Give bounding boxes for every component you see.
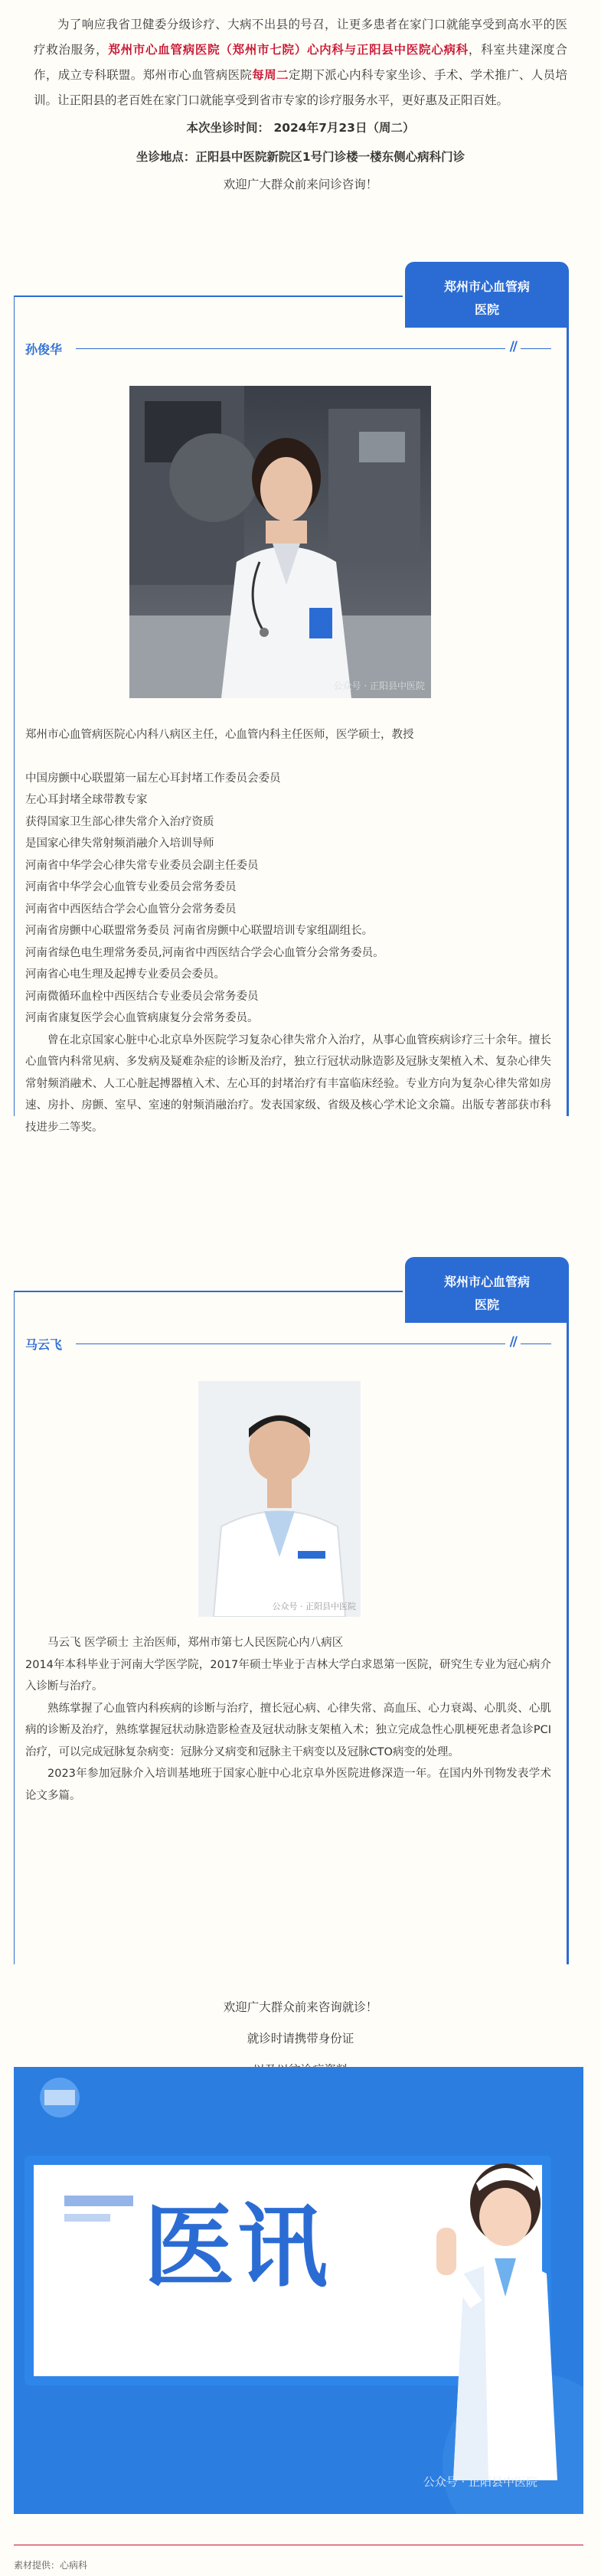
doctor-title: 郑州市心血管病医院心内科八病区主任，心血管内科主任医师，医学硕士，教授 [25,729,414,741]
divider [76,339,551,354]
doctor-card [14,279,569,1134]
intro-highlight-day: 每周二 [252,68,289,82]
role-item: 获得国家卫生部心律失常介入治疗资质 [25,815,214,828]
divider [15,1291,403,1292]
hospital-tab-line: 医院 [474,1298,499,1312]
intro-section [0,0,601,198]
role-item: 河南省房颤中心联盟常务委员 河南省房颤中心联盟培训专家组副组长。 [25,925,374,937]
doctor-training: 2023年参加冠脉介入培训基地班于国家心脏中心北京阜外医院进修深造一年。在国内外刊物发表学术论文多篇。 [25,1768,551,1802]
divider [15,295,403,297]
doctor-bio [25,1632,551,1807]
doctor-title: 马云飞 医学硕士 主治医师，郑州市第七人民医院心内八病区 [47,1637,344,1649]
closing-line: 就诊时请携带身份证 [247,2032,354,2045]
doctor-photo [198,1381,361,1617]
role-item: 左心耳封堵全球带教专家 [25,794,148,806]
image-watermark: 公众号 · 正阳县中医院 [333,681,425,691]
doctor-roles [25,768,551,1030]
doctor-description: 曾在北京国家心脏中心北京阜外医院学习复杂心律失常介入治疗，从事心血管疾病诊疗三十余年。擅长心血管内科常见病、多发病及疑难杂症的诊断及治疗，独立行冠状动脉造影及冠脉支架植入术、复杂心律失常射频消融术、人工心脏起搏器植入术、左心耳的封堵治疗有丰富临床经验。专业方向为复杂心律失常如房速、房扑、房颤、室早、室速的射频消融治疗。发表国家级、省级及核心学术论文余篇。出版专著部获市科技进步二等奖。 [25,1033,551,1134]
doctor-name-row [25,1335,551,1353]
hospital-tab-line: 郑州市心血管病 [443,279,530,294]
banner-watermark: 公众号 · 正阳县中医院 [423,2475,537,2489]
doctor-expertise: 熟练掌握了心血管内科疾病的诊断与治疗，擅长冠心病、心律失常、高血压、心力衰竭、心肌炎、心肌病的诊断及治疗，熟练掌握冠状动脉造影检查及冠状动脉支架植入术；独立完成急性心肌梗死患者急诊PCI治疗，可以完成冠脉复杂病变：冠脉分叉病变和冠脉主干病变以及冠脉CTO病变的处理。 [25,1702,551,1758]
hospital-tab [405,1257,569,1323]
hospital-tab [405,262,569,328]
doctor-photo [129,386,431,698]
intro-highlight-hospitals: 郑州市心血管病医院（郑州市七院）心内科与正阳县中医院心病科 [108,43,469,57]
doctor-education: 2014年本科毕业于河南大学医学院，2017年硕士毕业于吉林大学白求恩第一医院，研究生专业为冠心病介入诊断与治疗。 [25,1658,551,1693]
doctor-name: 孙俊华 [25,342,63,357]
role-item: 河南省中华学会心律失常专业委员会副主任委员 [25,859,259,872]
hospital-tab-line: 郑州市心血管病 [443,1275,530,1289]
banner-title: 医讯 [144,2194,332,2300]
clinic-location: 坐诊地点：正阳县中医院新院区1号门诊楼一楼东侧心病科门诊 [136,150,465,164]
nurse-illustration [430,2143,576,2480]
doctor-name-row [25,340,551,358]
role-item: 河南省康复医学会心血管病康复分会常务委员。 [25,1012,259,1024]
role-item: 是国家心律失常射频消融介入培训导师 [25,837,214,850]
intro-text: 为了响应我省卫健委分级诊疗、大病不出县的号召，让更多患者在家门口就能享受到高水平的医疗救治服务， [34,18,567,57]
role-item: 中国房颤中心联盟第一届左心耳封堵工作委员会委员 [25,772,281,785]
role-item: 河南省中西医结合学会心血管分会常务委员 [25,903,237,916]
doctor-portrait-image [198,1381,361,1617]
material-credit: 素材提供：心病科 [14,2560,88,2571]
role-item: 河南省绿色电生理常务委员,河南省中西医结合学会心血管分会常务委员。 [25,946,384,959]
role-item: 河南省心电生理及起搏专业委员会委员。 [25,968,225,981]
role-item: 河南微循环血栓中西医结合专业委员会常务委员 [25,990,259,1003]
closing-line: 欢迎广大群众前来咨询就诊！ [223,2000,378,2014]
doctor-card [14,1275,569,1964]
intro-text: ，科室共建深度合作，成立专科联盟。郑州市心血管病医院 [34,43,567,82]
role-item: 河南省中华学会心血管专业委员会常务委员 [25,881,237,893]
welcome-text: 欢迎广大群众前来问诊咨询！ [223,178,378,191]
slash-decoration: // [505,339,521,354]
news-banner [14,2067,583,2514]
hospital-tab-line: 医院 [474,302,499,317]
doctor-name: 马云飞 [25,1337,63,1352]
slash-decoration: // [505,1334,521,1350]
doctor-portrait-image [129,386,431,698]
image-watermark: 公众号 · 正阳县中医院 [272,1601,356,1611]
intro-text: 定期下派心内科专家坐诊、手术、学术推广、人员培训。让正阳县的老百姓在家门口就能享受到省市专家的诊疗服务水平，更好惠及正阳百姓。 [34,68,567,107]
clinic-time: 本次坐诊时间： 2024年7月23日（周二） [186,121,415,135]
intro-paragraph [34,12,567,113]
doctor-bio [25,724,551,1138]
